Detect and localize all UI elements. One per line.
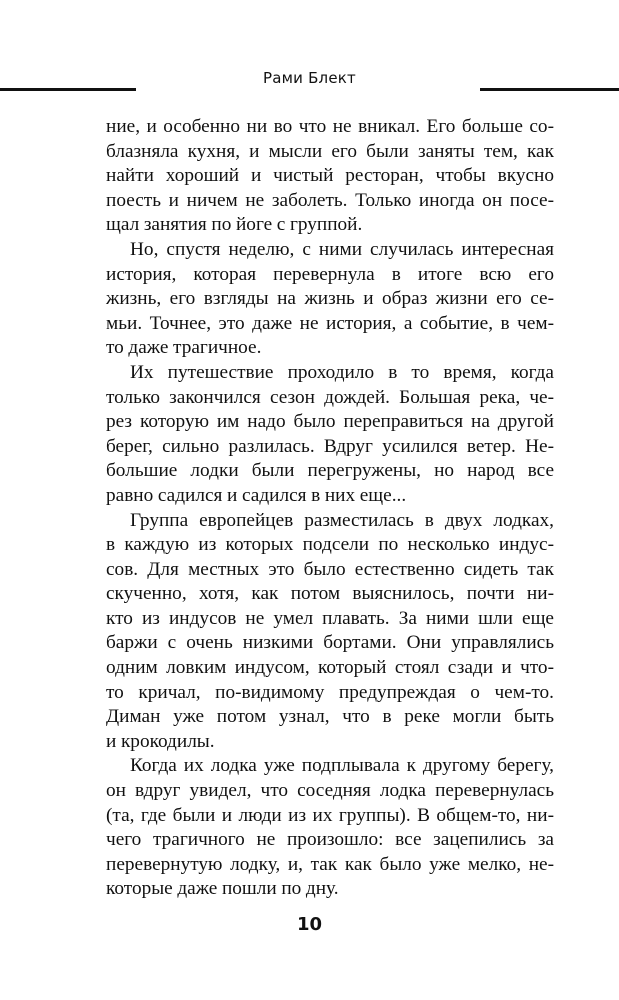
text-line: кто из индусов не умел плавать. За ними шли еще [106,607,554,629]
text-line: (та, где были и люди из их группы). В общем-то, ни- [106,804,554,826]
text-line: поесть и ничем не заболеть. Только иногда он посе- [106,189,554,211]
text-line: рез которую им надо было переправиться на другой [106,411,554,433]
text-line: то кричал, по-видимому предупреждая о чем-то. [106,681,554,703]
text-line: щал занятия по йоге с группой. [106,214,363,236]
text-line: Группа европейцев разместилась в двух лодках, [130,509,554,531]
text-line: равно садился и садился в них еще... [106,484,407,506]
header-rule-left [0,88,136,91]
text-line: жизнь, его взгляды на жизнь и образ жизни его се- [106,288,554,310]
text-line: он вдруг увидел, что соседняя лодка перевернулась [106,780,554,802]
text-line: только закончился сезон дождей. Большая река, че- [106,386,554,408]
text-line: берег, сильно разлилась. Вдруг усилился ветер. Не- [106,435,554,457]
body-text [106,115,554,902]
paragraph [106,361,554,509]
paragraph [106,754,554,902]
text-line: чего трагичного не произошло: все зацепились за [106,829,554,851]
text-line: ние, и особенно ни во что не вникал. Его больше со- [106,116,554,137]
text-line: мьи. Точнее, это даже не история, а событие, в чем- [106,312,554,334]
text-line: одним ловким индусом, который стоял сзади и что- [106,657,554,679]
text-line: скученно, хотя, как потом выяснилось, почти ни- [106,583,554,605]
text-line: Когда их лодка уже подплывала к другому берегу, [130,755,554,777]
text-line: в каждую из которых подсели по несколько индус- [106,534,554,556]
text-line: блазняла кухня, и мысли его были заняты тем, как [106,140,554,162]
running-title: Рами Блект [263,69,356,87]
paragraph [106,115,554,238]
paragraph [106,509,554,755]
text-line: то даже трагичное. [106,337,262,359]
text-line: история, которая перевернула в итоге всю его [106,263,554,285]
text-line: сов. Для местных это было естественно сидеть так [106,558,554,580]
page-number: 10 [296,914,323,935]
text-line: Их путешествие проходило в то время, когда [130,361,554,383]
text-line: и крокодилы. [106,730,215,752]
text-line: Диман уже потом узнал, что в реке могли быть [106,706,554,728]
header-rule-right [480,88,619,91]
text-line: Но, спустя неделю, с ними случилась интересная [130,238,554,260]
paragraph [106,238,554,361]
text-line: найти хороший и чистый ресторан, чтобы вкусно [106,165,554,187]
running-header [0,62,619,102]
text-line: баржи с очень низкими бортами. Они управлялись [106,632,554,654]
text-line: которые даже пошли по дну. [106,878,339,900]
text-line: перевернутую лодку, и, так как было уже мелко, не- [106,853,554,875]
text-line: большие лодки были перегружены, но народ все [106,460,554,482]
